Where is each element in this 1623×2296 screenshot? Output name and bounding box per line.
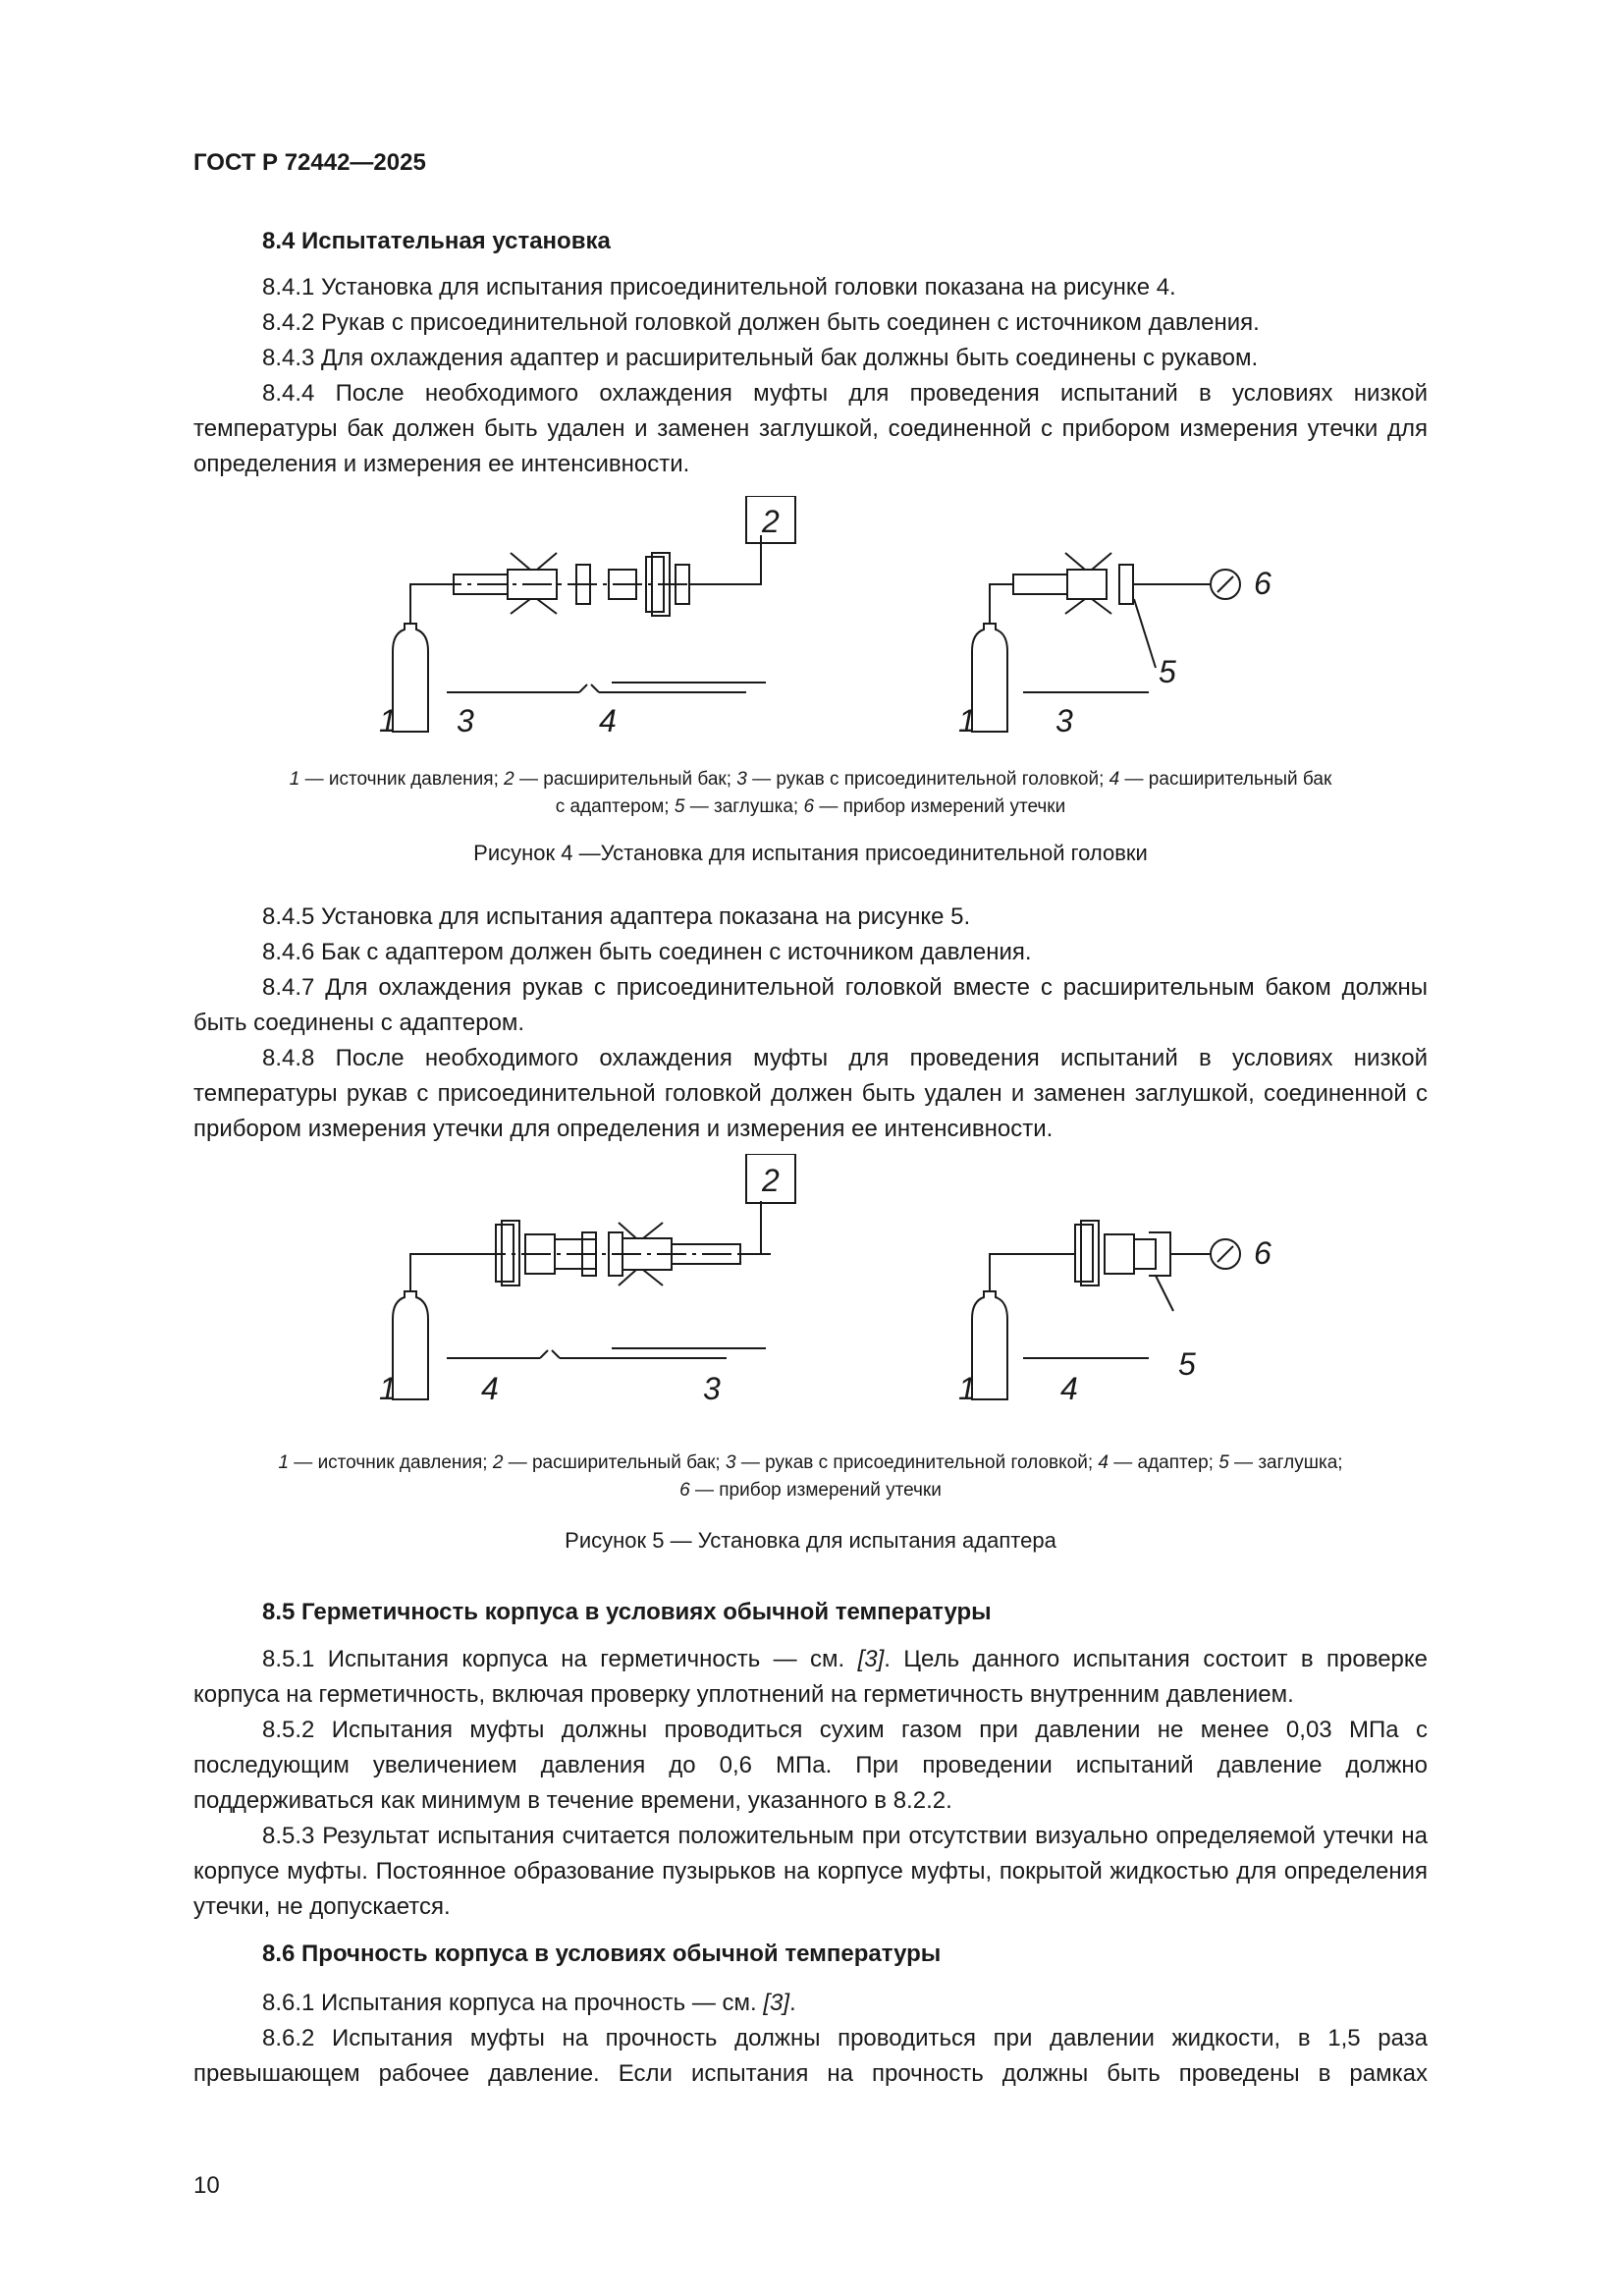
fig4-label-6: 6 [1254,566,1271,601]
fig4-label-1b: 1 [958,703,976,738]
fig4-label-5: 5 [1159,654,1176,689]
section-8-4-heading: 8.4 Испытательная установка [262,228,611,254]
paragraph-8-5-2: 8.5.2 Испытания муфты должны проводиться сухим газом при давлении не менее 0,03 МПа с последующим увеличением давления до 0,6 МПа. При проведении испытаний давление должно поддерживаться как минимум в течение времени, указанного в 8.2.2. [193,1717,1428,1814]
fig4-label-3: 3 [457,703,474,738]
fig5-label-5: 5 [1178,1346,1196,1382]
fig4-label-2: 2 [762,504,780,539]
paragraph-8-5-1: 8.5.1 Испытания корпуса на герметичность — см. [3]. Цель данного испытания состоит в проверке корпуса на герметичность, включая проверку уплотнений на герметичность внутренним давлением. [193,1646,1429,1708]
pressure-source-cylinder-right [972,624,1007,732]
paragraph-8-6-2: 8.6.2 Испытания муфты на прочность должны проводиться при давлении жидкости, в 1,5 раза превышающем рабочее давление. Если испытания на прочность должны быть проведены в рамках [193,2025,1428,2087]
paragraph-8-4-2: 8.4.2 Рукав с присоединительной головкой должен быть соединен с источником давления. [262,309,1260,336]
paragraph-8-4-1: 8.4.1 Установка для испытания присоединительной головки показана на рисунке 4. [262,274,1176,301]
fig5-label-6: 6 [1254,1235,1271,1271]
figure-4-legend-line-1: 1 — источник давления; 2 — расширительный бак; 3 — рукав с присоединительной головкой; 4 — расширительный бак [289,769,1332,790]
fig5-label-1: 1 [379,1371,397,1406]
paragraph-8-5-3: 8.5.3 Результат испытания считается положительным при отсутствии визуально определяемой утечки на корпусе муфты. Постоянное образование пузырьков на корпусе муфты, покрытой жидкостью для определения утечки, не допускается. [193,1823,1428,1920]
figure-5-legend [193,1449,1428,1504]
figure-4-caption: Рисунок 4 —Установка для испытания присоединительной головки [473,841,1148,865]
figure-5-legend-line-2: 6 — прибор измерений утечки [679,1480,942,1501]
figure-5-caption: Рисунок 5 — Установка для испытания адаптера [565,1528,1056,1553]
paragraph-8-4-4: 8.4.4 После необходимого охлаждения муфты для проведения испытаний в условиях низкой температуры бак должен быть удален и заменен заглушкой, соединенной с прибором измерения утечки для определения и измерения ее интенсивности. [193,380,1428,477]
figure-4-legend [193,766,1428,821]
paragraph-8-4-8: 8.4.8 После необходимого охлаждения муфты для проведения испытаний в условиях низкой температуры рукав с присоединительной головкой должен быть удален и заменен заглушкой, соединенной с прибором измерения утечки для определения и измерения ее интенсивности. [193,1045,1428,1142]
figure-5-legend-line-1: 1 — источник давления; 2 — расширительный бак; 3 — рукав с присоединительной головкой; 4 — адаптер; 5 — заглушка; [278,1452,1343,1473]
fig4-label-1: 1 [379,703,397,738]
fig5-label-3: 3 [703,1371,721,1406]
figure-5-diagram [373,1154,1335,1409]
section-8-6-heading: 8.6 Прочность корпуса в условиях обычной температуры [262,1941,942,1967]
fig5-label-4b: 4 [1060,1371,1078,1406]
plug [1119,565,1133,604]
figure-4-diagram [373,496,1335,741]
fig4-label-4: 4 [599,703,617,738]
paragraph-8-4-6: 8.4.6 Бак с адаптером должен быть соединен с источником давления. [262,939,1032,965]
paragraph-8-4-7: 8.4.7 Для охлаждения рукав с присоединительной головкой вместе с расширительным баком должны быть соединены с адаптером. [193,974,1428,1036]
fig5-label-1b: 1 [958,1371,976,1406]
paragraph-8-4-3: 8.4.3 Для охлаждения адаптер и расширительный бак должны быть соединены с рукавом. [262,345,1259,371]
page-number: 10 [193,2172,220,2199]
figure-4-legend-line-2: с адаптером; 5 — заглушка; 6 — прибор измерений утечки [555,796,1066,817]
fig4-label-3b: 3 [1055,703,1073,738]
document-code: ГОСТ Р 72442—2025 [193,149,426,176]
pressure-source-cylinder [393,624,428,732]
fig5-label-2: 2 [762,1163,780,1198]
paragraph-8-6-1: 8.6.1 Испытания корпуса на прочность — см. [3]. [262,1990,796,2016]
fig5-label-4: 4 [481,1371,499,1406]
paragraph-8-4-5: 8.4.5 Установка для испытания адаптера показана на рисунке 5. [262,903,971,930]
section-8-5-heading: 8.5 Герметичность корпуса в условиях обычной температуры [262,1599,992,1625]
